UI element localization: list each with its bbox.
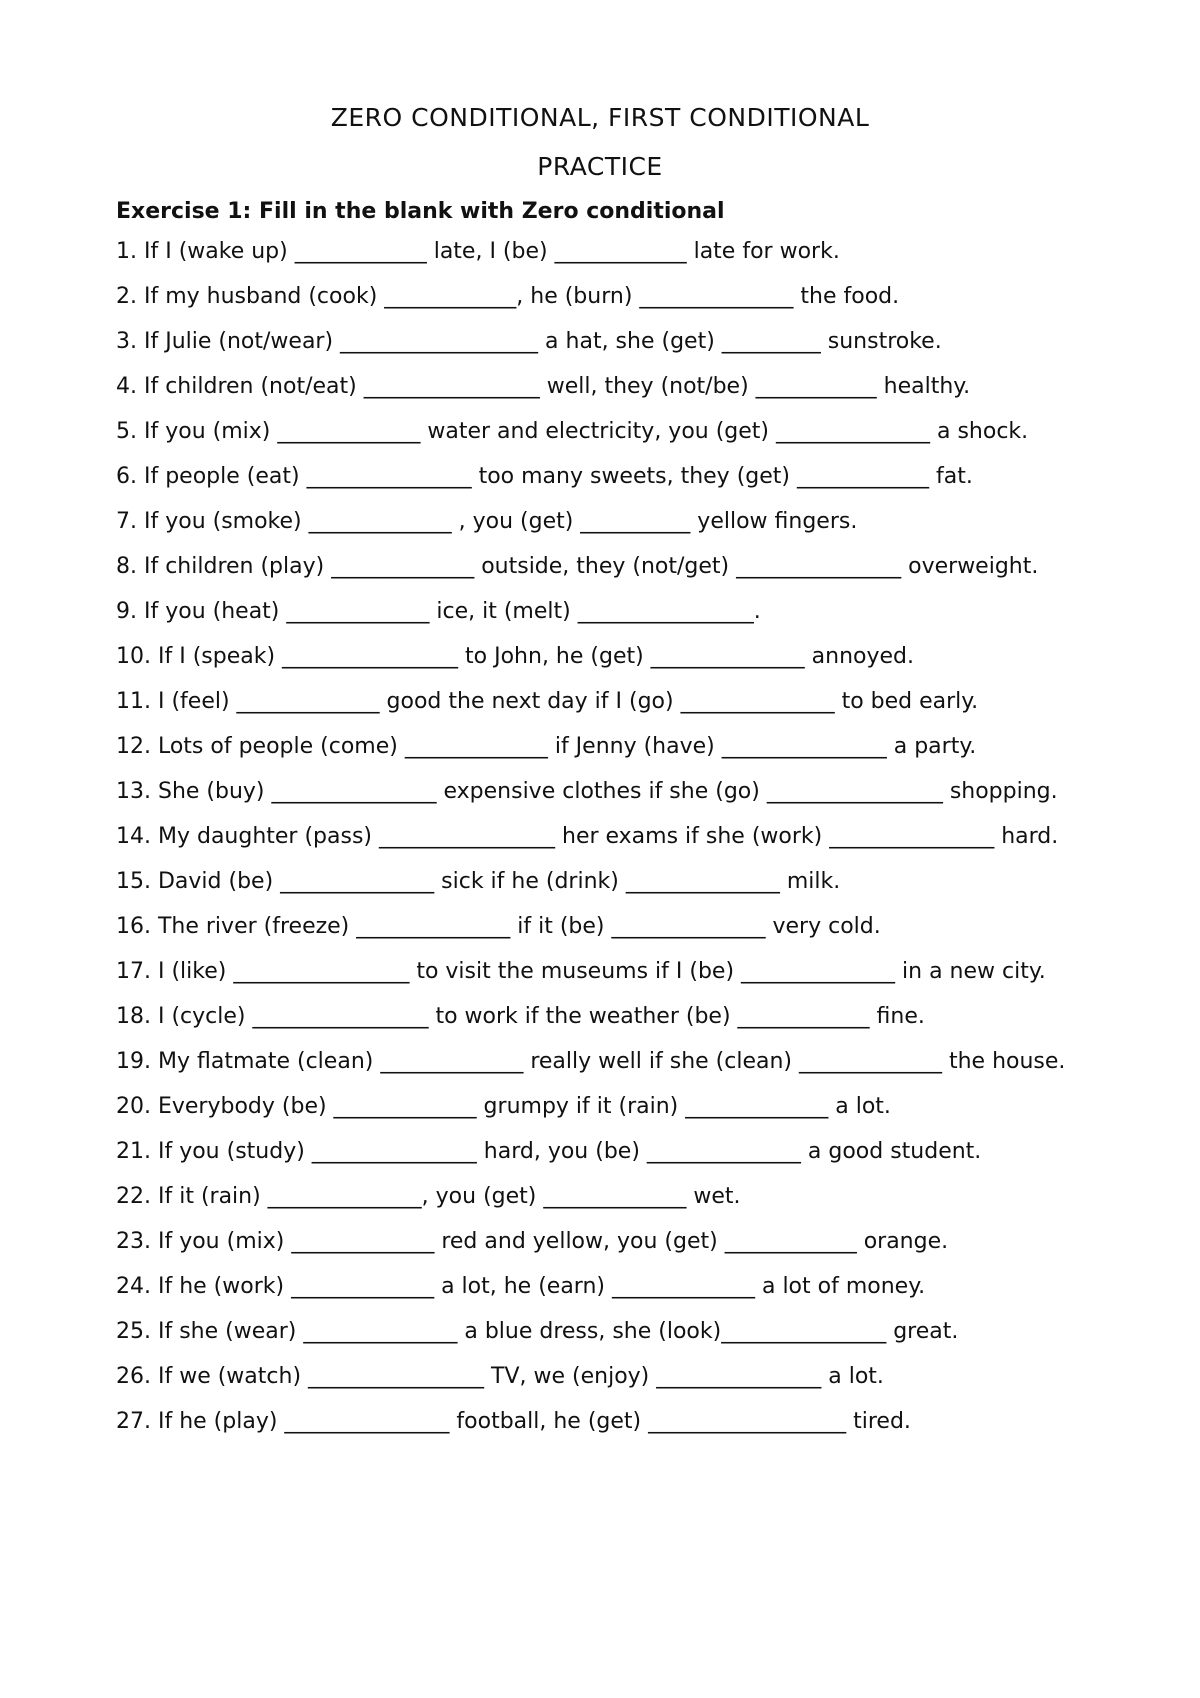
exercise-item: 8. If children (play) _____________ outside, they (not/get) _______________ overweight.	[116, 554, 1039, 579]
exercise-item: 27. If he (play) _______________ football, he (get) __________________ tired.	[116, 1409, 911, 1434]
exercise-item: 22. If it (rain) ______________, you (get) _____________ wet.	[116, 1184, 741, 1209]
worksheet-title: ZERO CONDITIONAL, FIRST CONDITIONAL	[330, 103, 870, 132]
exercise-item: 26. If we (watch) ________________ TV, we (enjoy) _______________ a lot.	[116, 1364, 884, 1389]
exercise-item: 23. If you (mix) _____________ red and yellow, you (get) ____________ orange.	[116, 1229, 949, 1254]
exercise-item: 5. If you (mix) _____________ water and electricity, you (get) ______________ a shock.	[116, 419, 1029, 444]
exercise-item: 18. I (cycle) ________________ to work if the weather (be) ____________ fine.	[116, 1004, 925, 1029]
exercise-item: 16. The river (freeze) ______________ if it (be) ______________ very cold.	[116, 914, 881, 939]
exercise-item: 24. If he (work) _____________ a lot, he (earn) _____________ a lot of money.	[116, 1274, 926, 1299]
exercise-heading: Exercise 1: Fill in the blank with Zero conditional	[116, 199, 725, 224]
exercise-item: 25. If she (wear) ______________ a blue dress, she (look)_______________ great.	[116, 1319, 959, 1344]
exercise-item: 4. If children (not/eat) ________________ well, they (not/be) ___________ healthy.	[116, 374, 971, 399]
exercise-item: 6. If people (eat) _______________ too many sweets, they (get) ____________ fat.	[116, 464, 973, 489]
exercise-item: 15. David (be) ______________ sick if he (drink) ______________ milk.	[116, 869, 841, 894]
exercise-item: 17. I (like) ________________ to visit the museums if I (be) ______________ in a new city.	[116, 959, 1046, 984]
exercise-item: 14. My daughter (pass) ________________ her exams if she (work) _______________ hard.	[116, 824, 1059, 849]
exercise-item: 7. If you (smoke) _____________ , you (get) __________ yellow fingers.	[116, 509, 858, 534]
exercise-item: 1. If I (wake up) ____________ late, I (be) ____________ late for work.	[116, 239, 840, 264]
exercise-item: 11. I (feel) _____________ good the next day if I (go) ______________ to bed early.	[116, 689, 979, 714]
worksheet-subtitle: PRACTICE	[537, 152, 663, 181]
exercise-item: 13. She (buy) _______________ expensive clothes if she (go) ________________ shopping.	[116, 779, 1058, 804]
exercise-item: 19. My flatmate (clean) _____________ really well if she (clean) _____________ the house.	[116, 1049, 1066, 1074]
exercise-item: 21. If you (study) _______________ hard, you (be) ______________ a good student.	[116, 1139, 982, 1164]
exercise-list	[116, 238, 1084, 1436]
exercise-item: 3. If Julie (not/wear) __________________ a hat, she (get) _________ sunstroke.	[116, 329, 942, 354]
exercise-item: 20. Everybody (be) _____________ grumpy if it (rain) _____________ a lot.	[116, 1094, 891, 1119]
exercise-item: 2. If my husband (cook) ____________, he (burn) ______________ the food.	[116, 284, 900, 309]
exercise-item: 10. If I (speak) ________________ to John, he (get) ______________ annoyed.	[116, 644, 915, 669]
exercise-item: 9. If you (heat) _____________ ice, it (melt) ________________.	[116, 599, 761, 624]
exercise-item: 12. Lots of people (come) _____________ if Jenny (have) _______________ a party.	[116, 734, 977, 759]
